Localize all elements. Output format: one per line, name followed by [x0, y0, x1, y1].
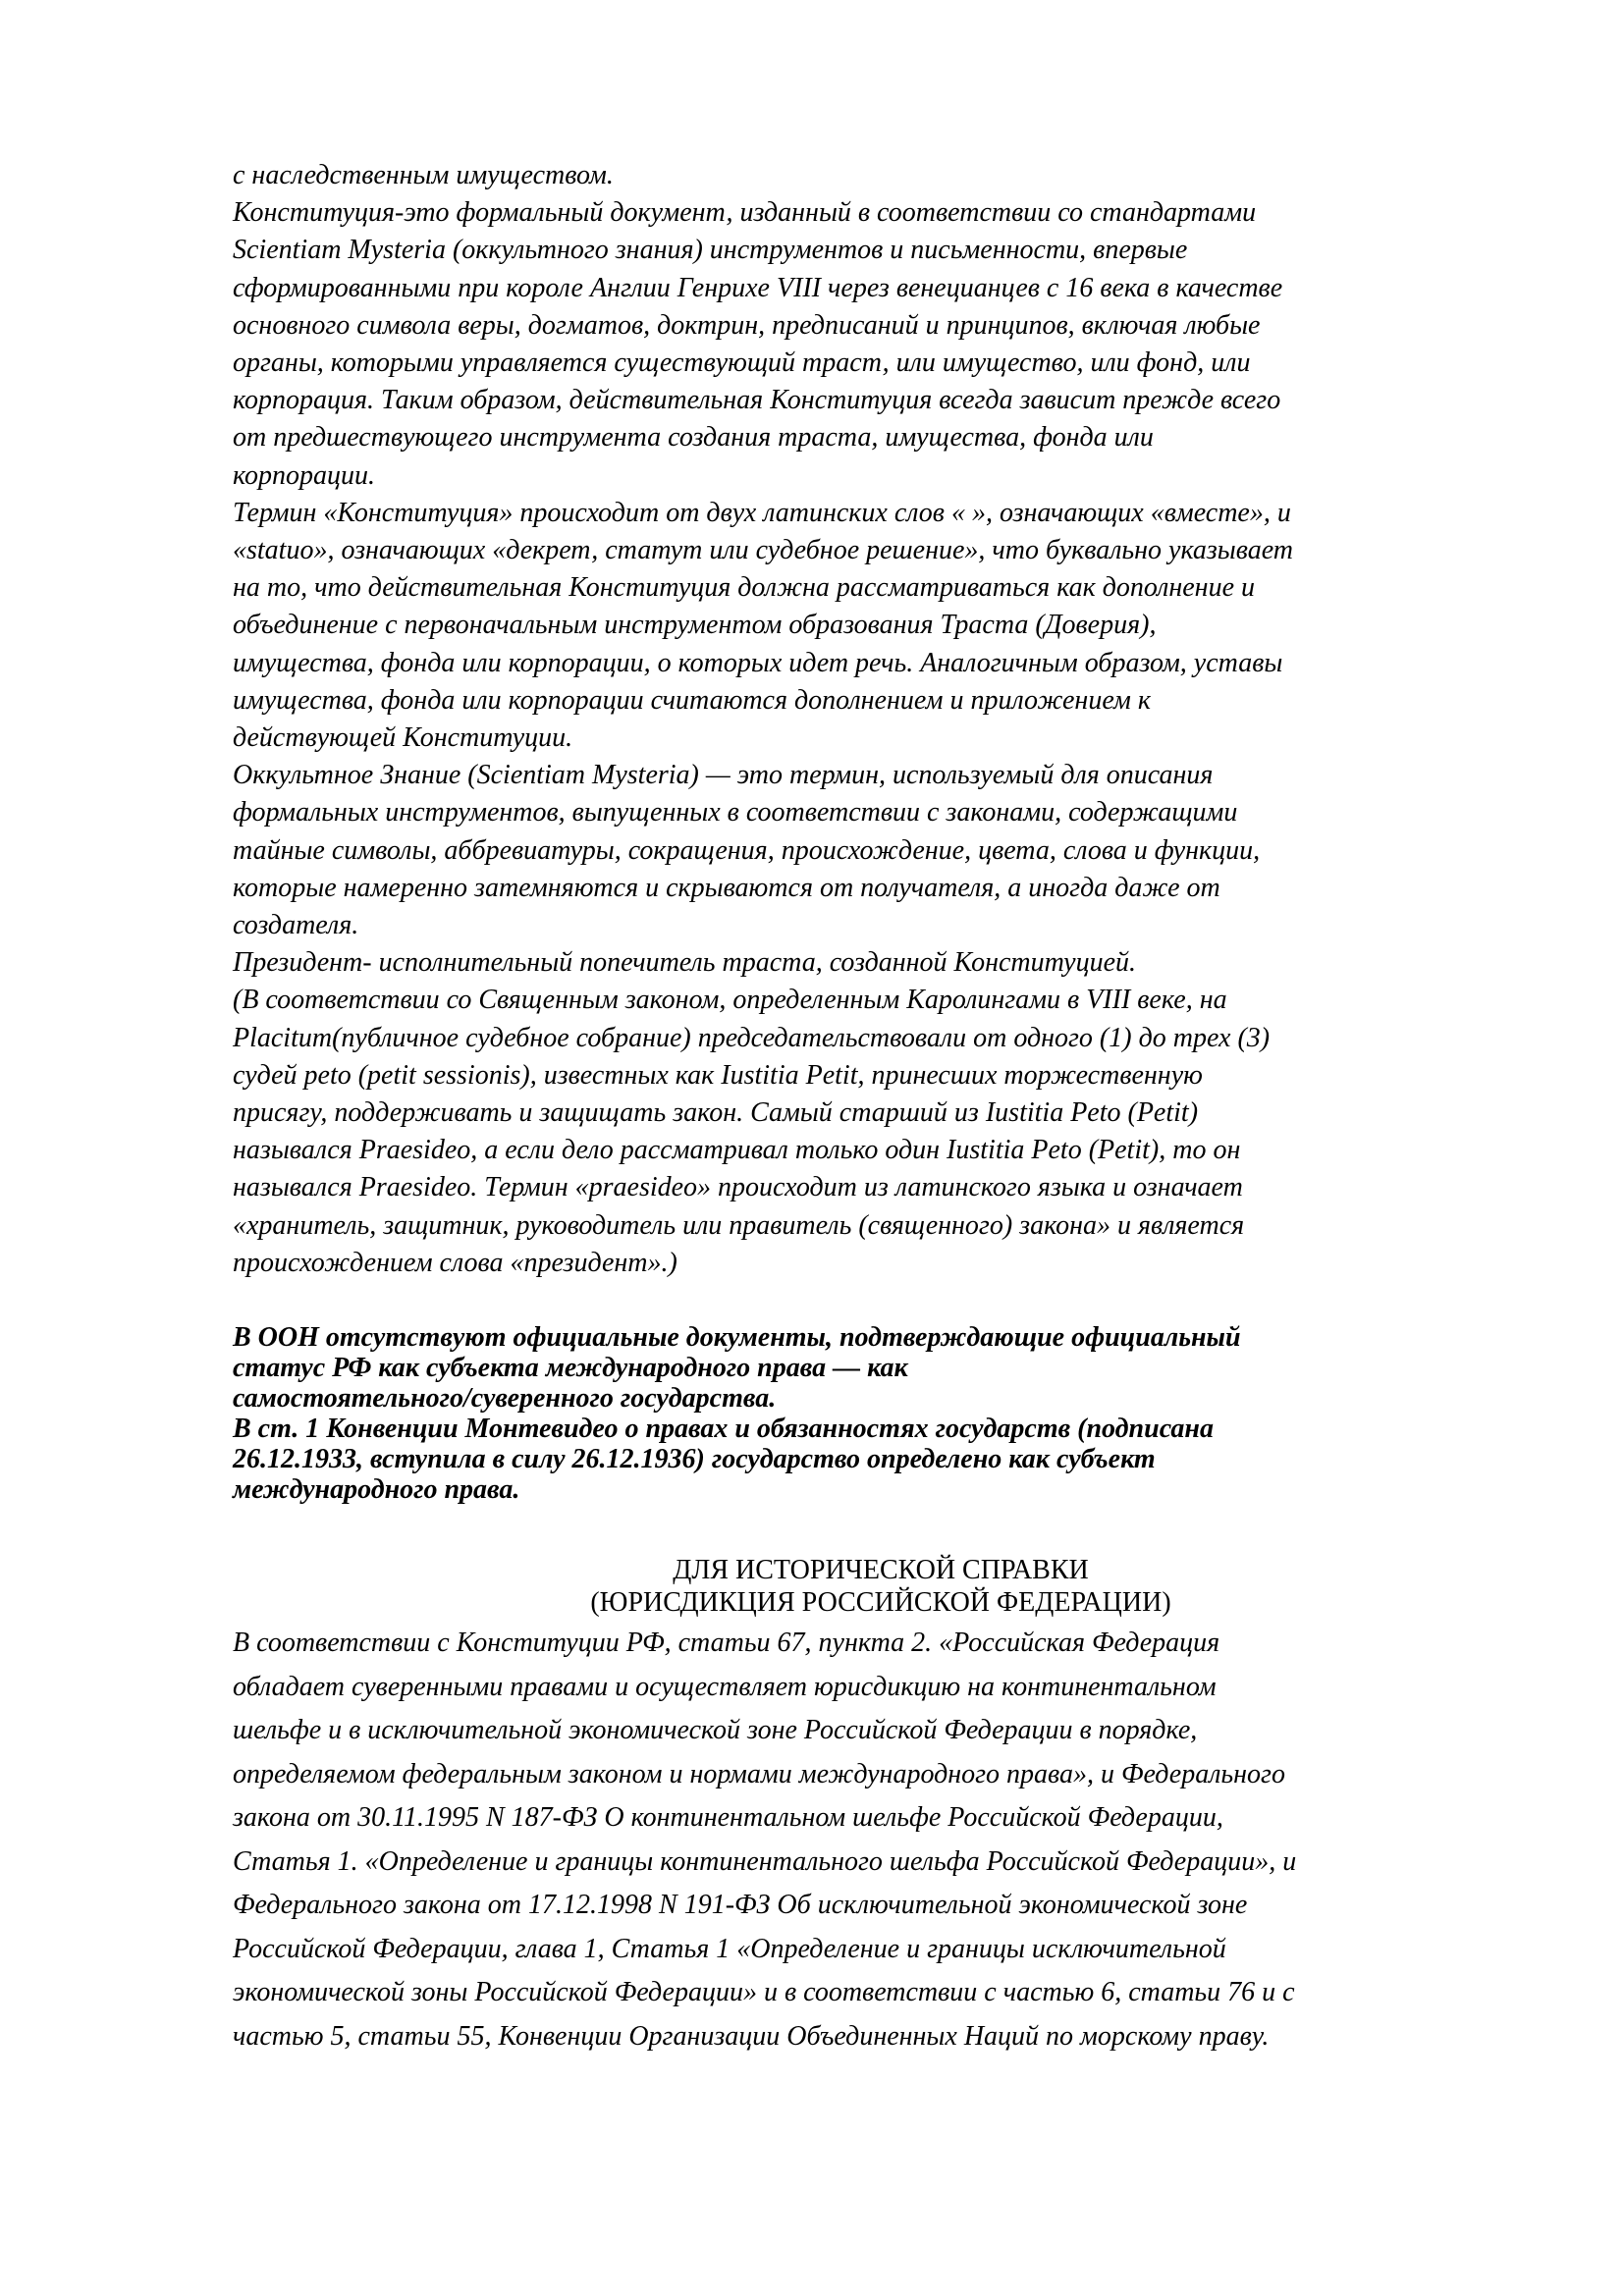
- text-line: определяемом федеральным законом и нормами международного права», и Федерального: [233, 1758, 1285, 1789]
- section-heading: [233, 1554, 1529, 1619]
- text-line: Конституция-это формальный документ, изданный в соответствии со стандартами: [233, 197, 1257, 229]
- text-line: частью 5, статьи 55, Конвенции Организации Объединенных Наций по морскому праву.: [233, 2020, 1270, 2052]
- text-line: шельфе и в исключительной экономической зоне Российской Федерации в порядке,: [233, 1715, 1198, 1745]
- text-line: Статья 1. «Определение и границы континентального шельфа Российской Федерации», и: [233, 1845, 1297, 1877]
- text-line: тайные символы, аббревиатуры, сокращения, происхождение, цвета, слова и функции,: [233, 834, 1261, 866]
- text-line: В соответствии с Конституции РФ, статьи 67, пункта 2. «Российская Федерация: [233, 1628, 1220, 1658]
- bold-text-line: статус РФ как субъекта международного права — как: [233, 1353, 908, 1383]
- un-status-statement: [233, 1322, 1529, 1505]
- text-line: имущества, фонда или корпорации, о которых идет речь. Аналогичным образом, уставы: [233, 647, 1283, 678]
- text-line: закона от 30.11.1995 N 187-ФЗ О континентальном шельфе Российской Федерации,: [233, 1802, 1223, 1833]
- text-line: органы, которыми управляется существующий траст, или имущество, или фонд, или: [233, 347, 1251, 379]
- bold-text-line: В ООН отсутствуют официальные документы, подтверждающие официальный: [233, 1322, 1241, 1353]
- text-line: судей peto (petit sessionis), известных как Iustitia Petit, принесших торжественную: [233, 1059, 1203, 1091]
- text-line: формальных инструментов, выпущенных в соответствии с законами, содержащими: [233, 797, 1238, 828]
- text-line: объединение с первоначальным инструментом образования Траста (Доверия),: [233, 610, 1157, 641]
- heading-line: ДЛЯ ИСТОРИЧЕСКОЙ СПРАВКИ: [673, 1555, 1089, 1585]
- text-line: «statuo», означающих «декрет, статут или судебное решение», что буквально указывает: [233, 535, 1294, 566]
- bold-text-line: самостоятельного/суверенного государства.: [233, 1383, 777, 1414]
- text-line: корпорация. Таким образом, действительная Конституция всегда зависит прежде всего: [233, 385, 1281, 416]
- bold-text-line: В ст. 1 Конвенции Монтевидео о правах и обязанностях государств (подписана: [233, 1414, 1214, 1444]
- text-line: (В соответствии со Священным законом, определенным Каролингами в VIII веке, на: [233, 985, 1227, 1016]
- text-line: с наследственным имуществом.: [233, 160, 614, 190]
- text-line: Термин «Конституция» происходит от двух латинских слов « », означающих «вместе», и: [233, 497, 1291, 528]
- text-line: Российской Федерации, глава 1, Статья 1 «Определение и границы исключительной: [233, 1933, 1226, 1964]
- text-line: обладает суверенными правами и осуществляет юрисдикцию на континентальном: [233, 1671, 1217, 1702]
- text-line: назывался Praesideo, а если дело рассматривал только один Iustitia Peto (Petit), то он: [233, 1135, 1241, 1166]
- text-line: от предшествующего инструмента создания траста, имущества, фонда или: [233, 422, 1154, 454]
- text-line: сформированными при короле Англии Генрихе VIII через венецианцев с 16 века в качестве: [233, 272, 1283, 303]
- text-line: назывался Praesideo. Термин «praesideo» происходит из латинского языка и означает: [233, 1172, 1243, 1203]
- jurisdiction-section: [233, 1622, 1529, 2058]
- text-line: создателя.: [233, 910, 359, 941]
- text-line: экономической зоны Российской Федерации» и в соответствии с частью 6, статьи 76 и с: [233, 1977, 1295, 2007]
- text-line: Федерального закона от 17.12.1998 N 191-ФЗ Об исключительной экономической зоне: [233, 1890, 1248, 1920]
- text-line: которые намеренно затемняются и скрываются от получателя, а иногда даже от: [233, 872, 1220, 903]
- text-line: Placitum(публичное судебное собрание) председательствовали от одного (1) до трех (3): [233, 1022, 1271, 1053]
- text-line: на то, что действительная Конституция должна рассматриваться как дополнение и: [233, 572, 1256, 604]
- text-line: основного символа веры, догматов, доктрин, предписаний и принципов, включая любые: [233, 309, 1261, 341]
- text-line: действующей Конституции.: [233, 722, 573, 754]
- text-line: Оккультное Знание (Scientiam Mysteria) — это термин, используемый для описания: [233, 760, 1214, 791]
- text-line: происхождением слова «президент».): [233, 1247, 677, 1278]
- heading-line: (ЮРИСДИКЦИЯ РОССИЙСКОЙ ФЕДЕРАЦИИ): [590, 1587, 1171, 1618]
- bold-text-line: международного права.: [233, 1474, 520, 1505]
- text-line: присягу, поддерживать и защищать закон. Самый старший из Iustitia Peto (Petit): [233, 1097, 1199, 1129]
- bold-text-line: 26.12.1933, вступила в силу 26.12.1936) государство определено как субъект: [233, 1444, 1156, 1474]
- text-line: корпорации.: [233, 459, 376, 491]
- text-line: «хранитель, защитник, руководитель или правитель (священного) закона» и является: [233, 1209, 1245, 1241]
- text-line: имущества, фонда или корпорации считаются дополнением и приложением к: [233, 684, 1152, 716]
- text-line: Scientiam Mysteria (оккультного знания) инструментов и письменности, впервые: [233, 235, 1188, 266]
- definitions-section: [233, 157, 1529, 1282]
- text-line: Президент- исполнительный попечитель траста, созданной Конституцией.: [233, 947, 1136, 979]
